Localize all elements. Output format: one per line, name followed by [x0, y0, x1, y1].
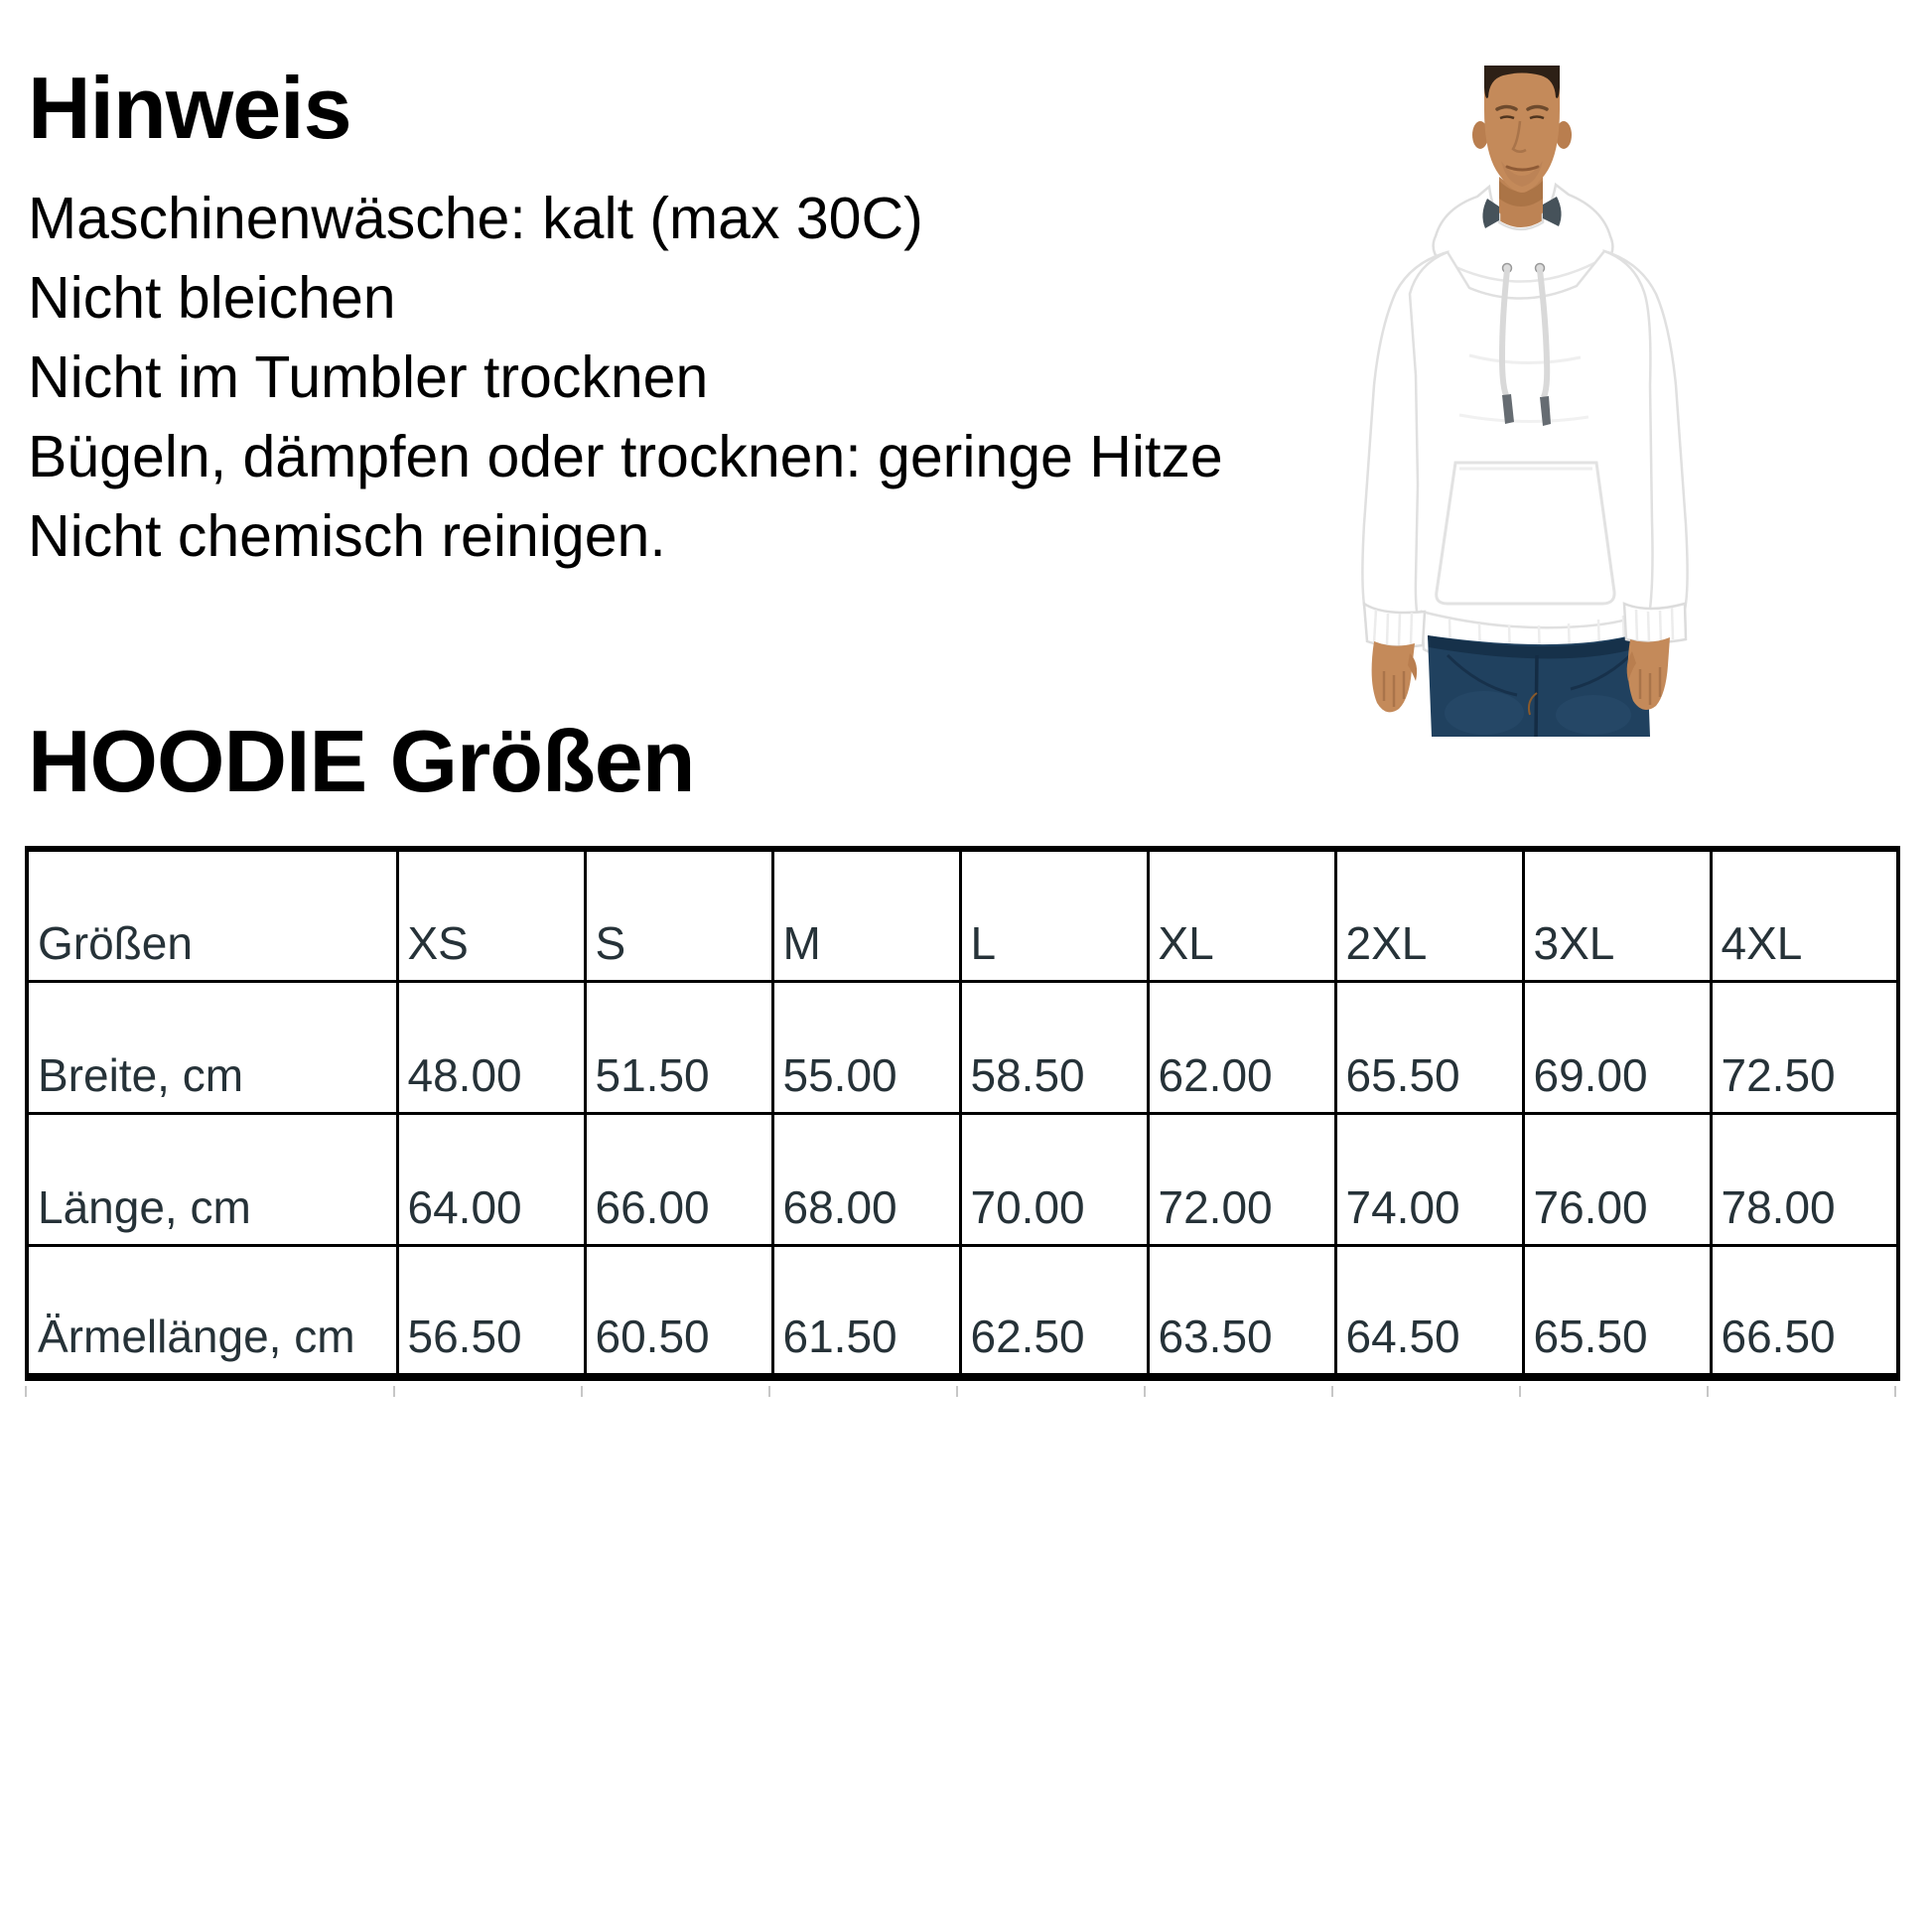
size-col-header: 2XL [1335, 849, 1523, 981]
size-value: 60.50 [585, 1245, 772, 1377]
table-border-stub [1521, 1386, 1709, 1397]
size-value: 64.50 [1335, 1245, 1523, 1377]
table-border-stub [958, 1386, 1146, 1397]
size-value: 51.50 [585, 981, 772, 1113]
table-border-stub [770, 1386, 958, 1397]
size-value: 68.00 [772, 1113, 960, 1245]
size-value: 76.00 [1523, 1113, 1711, 1245]
row-label: Breite, cm [27, 981, 397, 1113]
size-value: 78.00 [1711, 1113, 1898, 1245]
size-chart-row-width [27, 981, 1898, 1113]
care-title: Hinweis [28, 59, 351, 157]
model-jeans [1428, 631, 1650, 737]
table-border-stubs [25, 1386, 1897, 1397]
table-border-stub [583, 1386, 770, 1397]
size-value: 72.00 [1148, 1113, 1335, 1245]
size-value: 70.00 [960, 1113, 1148, 1245]
row-label: Ärmellänge, cm [27, 1245, 397, 1377]
hoodie-model-photo [1320, 58, 1753, 737]
size-chart-row-sleeve [27, 1245, 1898, 1377]
kangaroo-pocket [1437, 463, 1614, 604]
row-label: Länge, cm [27, 1113, 397, 1245]
size-value: 62.00 [1148, 981, 1335, 1113]
size-value: 65.50 [1335, 981, 1523, 1113]
size-chart-table [25, 846, 1900, 1381]
size-col-header: XL [1148, 849, 1335, 981]
size-value: 62.50 [960, 1245, 1148, 1377]
size-value: 66.00 [585, 1113, 772, 1245]
care-line-bleach: Nicht bleichen [28, 265, 396, 331]
hoodie-model-illustration [1320, 58, 1753, 737]
size-col-header: 4XL [1711, 849, 1898, 981]
table-border-stub [25, 1386, 395, 1397]
model-head [1472, 66, 1572, 193]
size-col-header: XS [397, 849, 585, 981]
size-value: 74.00 [1335, 1113, 1523, 1245]
size-value: 58.50 [960, 981, 1148, 1113]
table-border-stub [1146, 1386, 1333, 1397]
size-col-header: 3XL [1523, 849, 1711, 981]
size-value: 64.00 [397, 1113, 585, 1245]
model-left-hand [1372, 641, 1418, 712]
size-value: 72.50 [1711, 981, 1898, 1113]
size-col-header: M [772, 849, 960, 981]
size-chart-title: HOODIE Größen [28, 712, 695, 810]
size-chart-header-row [27, 849, 1898, 981]
size-value: 66.50 [1711, 1245, 1898, 1377]
table-border-stub [1709, 1386, 1896, 1397]
size-value: 55.00 [772, 981, 960, 1113]
size-col-header: Größen [27, 849, 397, 981]
care-instructions [28, 179, 1223, 576]
model-right-hand [1627, 637, 1670, 710]
size-col-header: L [960, 849, 1148, 981]
size-value: 61.50 [772, 1245, 960, 1377]
table-border-stub [1333, 1386, 1521, 1397]
care-line-dryclean: Nicht chemisch reinigen. [28, 503, 666, 569]
table-border-stub [395, 1386, 583, 1397]
size-value: 65.50 [1523, 1245, 1711, 1377]
care-line-wash: Maschinenwäsche: kalt (max 30C) [28, 186, 923, 251]
size-value: 69.00 [1523, 981, 1711, 1113]
size-value: 48.00 [397, 981, 585, 1113]
size-value: 56.50 [397, 1245, 585, 1377]
size-value: 63.50 [1148, 1245, 1335, 1377]
size-chart-row-length [27, 1113, 1898, 1245]
care-line-iron: Bügeln, dämpfen oder trocknen: geringe Hitze [28, 424, 1223, 489]
care-line-tumble: Nicht im Tumbler trocknen [28, 345, 709, 410]
size-col-header: S [585, 849, 772, 981]
